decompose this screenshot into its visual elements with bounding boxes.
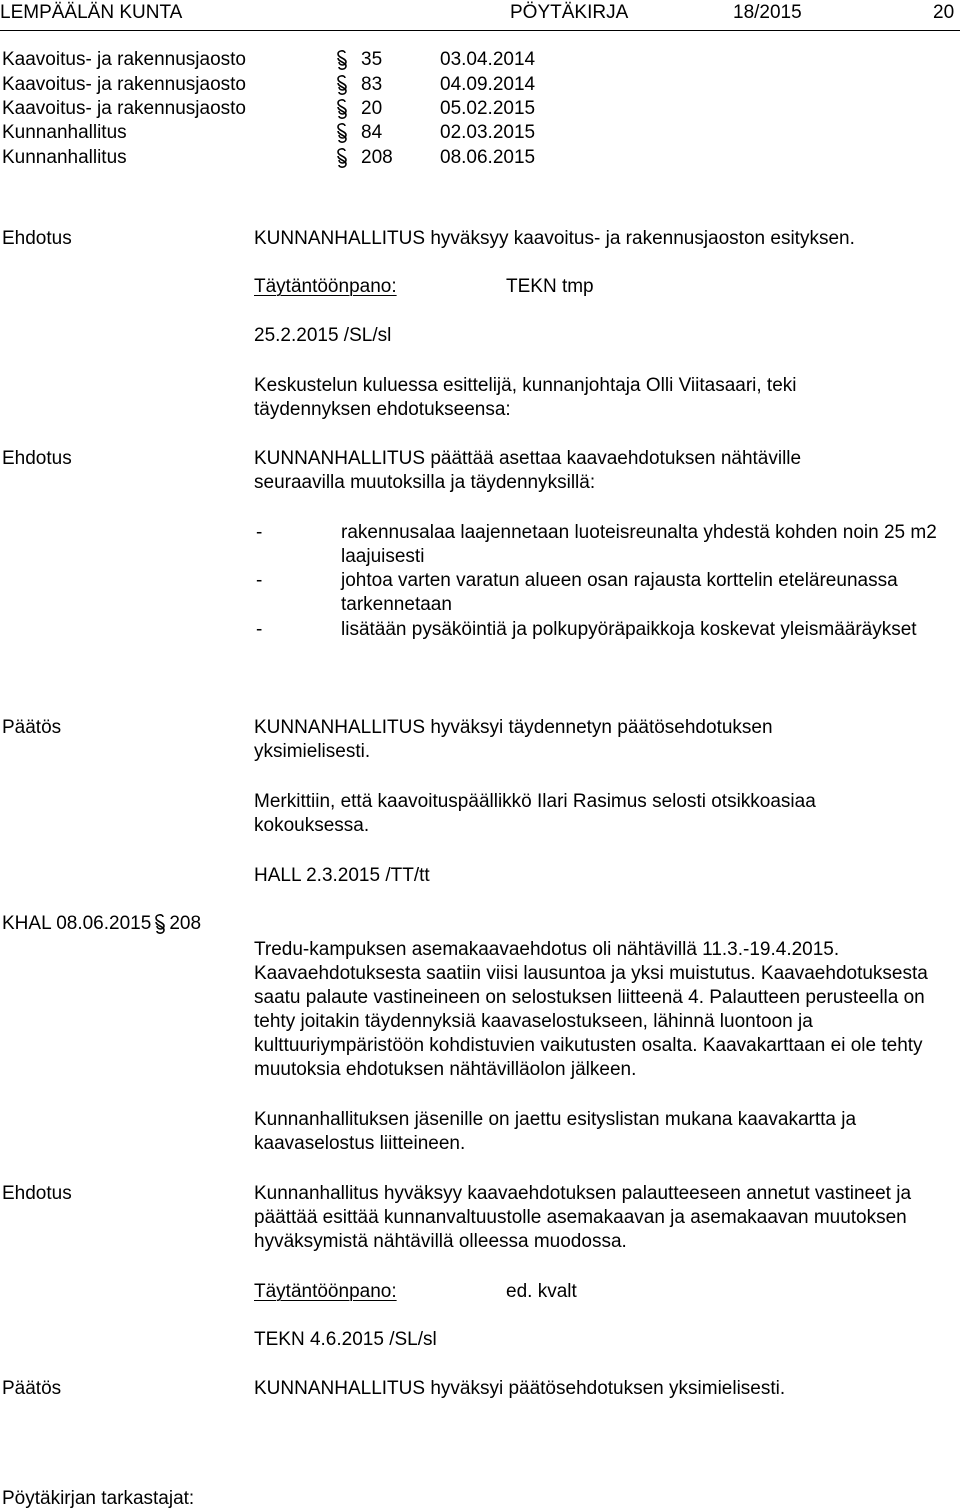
section-mark-icon [335, 73, 349, 97]
history-row [0, 73, 960, 97]
implementation-label: Täytäntöönpano: [254, 276, 397, 297]
proposal-text: KUNNANHALLITUS päättää asettaa kaavaehdotuksen nähtäville seuraavilla muutoksilla ja täydennyksillä: [254, 448, 802, 493]
proposal-label: Ehdotus [2, 228, 72, 249]
history-body: Kaavoitus- ja rakennusjaosto [2, 98, 246, 119]
decision-label: Päätös [2, 1378, 62, 1399]
history-section: 35 [361, 49, 383, 70]
proposal-label: Ehdotus [2, 448, 72, 469]
stamp: 25.2.2015 /SL/sl [254, 325, 392, 346]
meeting-reference [2, 912, 201, 943]
history-date: 03.04.2014 [440, 49, 536, 70]
history-section: 20 [361, 98, 383, 119]
reviewers-label: Pöytäkirjan tarkastajat: [2, 1488, 195, 1509]
section-mark-icon [335, 97, 349, 121]
history-section: 83 [361, 74, 383, 95]
history-body: Kaavoitus- ja rakennusjaosto [2, 74, 246, 95]
implementation-label: Täytäntöönpano: [254, 1281, 397, 1302]
history-body: Kunnanhallitus [2, 147, 127, 168]
section-mark-icon [335, 121, 349, 145]
document-type: PÖYTÄKIRJA [510, 2, 629, 23]
history-row [0, 97, 960, 121]
discussion-intro: Keskustelun kuluessa esittelijä, kunnanjohtaja Olli Viitasaari, teki täydennyksen ehdotukseensa: [254, 375, 797, 420]
decision-note: Merkittiin, että kaavoituspäällikkö Ilari Rasimus selosti otsikkoasiaa kokouksessa. [254, 791, 816, 836]
decision-text: KUNNANHALLITUS hyväksyi päätösehdotuksen yksimielisesti. [254, 1378, 786, 1399]
list-item: lisätään pysäköintiä ja polkupyöräpaikkoja koskevat yleismääräykset [341, 619, 917, 640]
proposal-text: Kunnanhallitus hyväksyy kaavaehdotuksen palautteeseen annetut vastineet ja päättää esittää kunnanvaltuustolle asemakaavan ja asemakaavan muutoksen hyväksymistä nähtävillä olleessa muodossa. [254, 1183, 912, 1252]
list-dash: - [256, 522, 263, 543]
decision-text: KUNNANHALLITUS hyväksyi täydennetyn päätösehdotuksen yksimielisesti. [254, 717, 773, 762]
history-row [0, 146, 960, 170]
history-date: 05.02.2015 [440, 98, 536, 119]
background-paragraph: Tredu-kampuksen asemakaavaehdotus oli nähtävillä 11.3.-19.4.2015. Kaavaehdotuksesta saatiin viisi lausuntoa ja yksi muistutus. Kaavaehdotuksesta saatu palaute vastineineen on selostuksen liitteenä 4. Palautteen perusteella on tehty joitakin täydennyksiä kaavaselostukseen, lähinnä luontoon ja kulttuuriympäristöön kohdistuvien vaikutusten osalta. Kaavakarttaan ei ole tehty muutoksia ehdotuksen nähtävilläolon jälkeen. [254, 939, 928, 1080]
decision-label: Päätös [2, 717, 62, 738]
list-dash: - [256, 570, 263, 591]
municipality-name: LEMPÄÄLÄN KUNTA [0, 2, 183, 23]
list-item: rakennusalaa laajennetaan luoteisreunalta yhdestä kohden noin 25 m2 laajuisesti [341, 522, 937, 567]
section-mark-icon [335, 48, 349, 72]
history-date: 02.03.2015 [440, 122, 536, 143]
document-number: 18/2015 [733, 2, 802, 23]
page-number: 20 [933, 2, 955, 23]
section-mark-icon [335, 146, 349, 170]
history-body: Kaavoitus- ja rakennusjaosto [2, 49, 246, 70]
proposal-text: KUNNANHALLITUS hyväksyy kaavoitus- ja rakennusjaoston esityksen. [254, 228, 855, 249]
stamp: TEKN 4.6.2015 /SL/sl [254, 1329, 437, 1350]
implementation-value: ed. kvalt [506, 1281, 577, 1302]
history-date: 08.06.2015 [440, 147, 536, 168]
list-item: johtoa varten varatun alueen osan rajausta korttelin eteläreunassa tarkennetaan [341, 570, 898, 615]
history-section: 208 [361, 147, 393, 168]
history-section: 84 [361, 122, 383, 143]
proposal-label: Ehdotus [2, 1183, 72, 1204]
history-body: Kunnanhallitus [2, 122, 127, 143]
implementation-value: TEKN tmp [506, 276, 594, 297]
meeting-reference-prefix: KHAL 08.06.2015 [2, 913, 152, 934]
history-row [0, 48, 960, 72]
history-date: 04.09.2014 [440, 74, 536, 95]
list-dash: - [256, 619, 263, 640]
history-row [0, 121, 960, 145]
attachments-paragraph: Kunnanhallituksen jäsenille on jaettu esityslistan mukana kaavakartta ja kaavaselostus liitteineen. [254, 1109, 857, 1154]
section-mark-icon [153, 912, 167, 943]
header-divider [0, 30, 960, 31]
stamp: HALL 2.3.2015 /TT/tt [254, 865, 430, 886]
meeting-reference-section: 208 [169, 913, 202, 934]
